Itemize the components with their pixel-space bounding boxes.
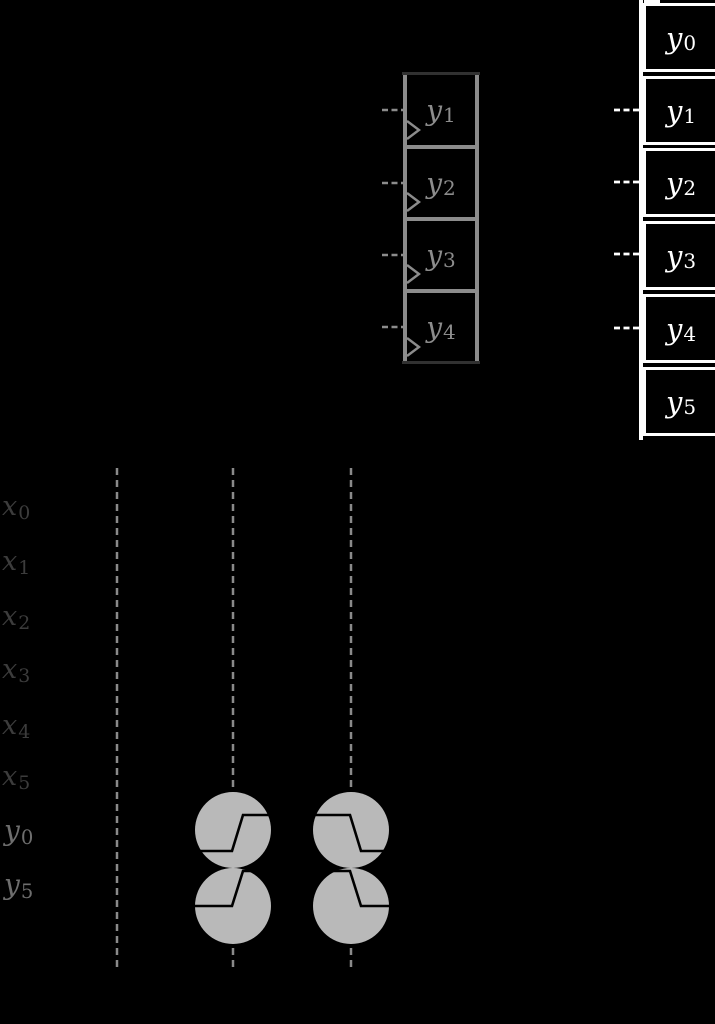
label-main: x xyxy=(2,710,18,741)
cell-label: y xyxy=(665,165,683,200)
label-main: y xyxy=(4,868,20,901)
right-register-input-dashes xyxy=(614,110,640,328)
cell-label: y xyxy=(426,310,443,344)
cell-label-sub: 2 xyxy=(443,176,456,200)
cell-label-sub: 2 xyxy=(683,175,697,200)
cell-label: y xyxy=(426,238,443,272)
row-label-y0 xyxy=(4,814,34,850)
label-sub: 3 xyxy=(18,665,31,688)
flipflop-box-y3 xyxy=(643,221,715,290)
timeline-gridlines xyxy=(117,468,351,970)
left-register-input-dashes xyxy=(382,110,404,327)
flipflop-box-y2 xyxy=(643,148,715,217)
waveform-y5 xyxy=(194,871,392,906)
cell-label-sub: 0 xyxy=(683,30,697,55)
flipflop-box-y5 xyxy=(643,367,715,436)
label-main: x xyxy=(2,761,18,792)
label-main: x xyxy=(2,546,18,577)
cell-label-sub: 5 xyxy=(683,394,697,419)
cell-label: y xyxy=(426,166,443,200)
flipflop-cell-y2 xyxy=(407,148,475,218)
row-label-x3 xyxy=(2,656,30,686)
label-sub: 2 xyxy=(18,612,31,635)
waveform-zoom-circles xyxy=(195,792,389,944)
flipflop-cell-y4 xyxy=(407,292,475,362)
zoom-circle-y0-falling xyxy=(313,792,389,868)
flipflop-cell-y1 xyxy=(407,75,475,145)
cell-label-sub: 3 xyxy=(443,248,456,272)
label-main: x xyxy=(2,601,18,632)
label-sub: 0 xyxy=(18,502,31,525)
row-label-y5 xyxy=(4,868,34,904)
label-sub: 5 xyxy=(20,880,34,904)
cell-label-sub: 1 xyxy=(683,103,697,128)
flipflop-box-y4 xyxy=(643,294,715,363)
row-label-x2 xyxy=(2,603,30,633)
label-sub: 1 xyxy=(18,557,31,580)
zoom-circle-y0-rising xyxy=(195,792,271,868)
row-label-x4 xyxy=(2,712,30,742)
cell-label-sub: 3 xyxy=(683,248,697,273)
cell-label: y xyxy=(665,384,683,419)
label-sub: 5 xyxy=(18,772,31,795)
label-main: x xyxy=(2,654,18,685)
cell-label: y xyxy=(665,311,683,346)
label-sub: 0 xyxy=(20,826,34,850)
label-main: y xyxy=(4,814,20,847)
row-label-x5 xyxy=(2,763,30,793)
row-label-x0 xyxy=(2,493,30,523)
label-sub: 4 xyxy=(18,721,31,744)
flipflop-box-y0 xyxy=(643,3,715,72)
cell-label-sub: 4 xyxy=(443,320,456,344)
cell-label: y xyxy=(665,93,683,128)
zoom-circle-y5-falling xyxy=(313,868,389,944)
waveform-traces xyxy=(194,815,392,906)
flipflop-cell-y3 xyxy=(407,220,475,290)
cell-label: y xyxy=(665,238,683,273)
flipflop-box-y1 xyxy=(643,76,715,145)
cell-label: y xyxy=(426,93,443,127)
zoom-circle-y5-rising xyxy=(195,868,271,944)
cell-label-sub: 4 xyxy=(683,321,697,346)
cell-label: y xyxy=(665,20,683,55)
label-main: x xyxy=(2,491,18,522)
cell-label-sub: 1 xyxy=(443,103,456,127)
waveform-y0 xyxy=(194,815,392,851)
row-label-x1 xyxy=(2,548,30,578)
